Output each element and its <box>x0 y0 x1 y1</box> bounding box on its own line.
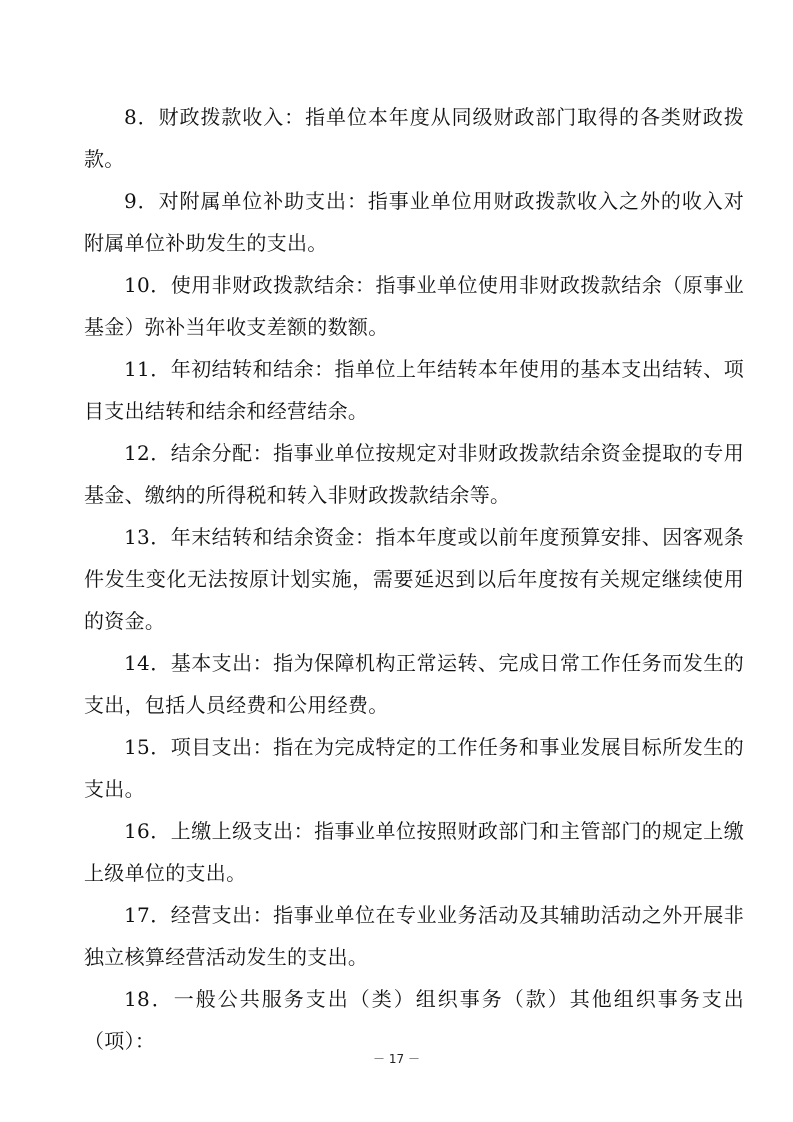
definition-paragraph-12: 12．结余分配：指事业单位按规定对非财政拨款结余资金提取的专用基金、缴纳的所得税和转入非财政拨款结余等。 <box>84 441 744 507</box>
definition-paragraph-18: 18．一般公共服务支出（类）组织事务（款）其他组织事务支出（项）： <box>84 987 744 1053</box>
definition-paragraph-15: 15．项目支出：指在为完成特定的工作任务和事业发展目标所发生的支出。 <box>84 735 744 801</box>
definition-paragraph-10: 10．使用非财政拨款结余：指事业单位使用非财政拨款结余（原事业基金）弥补当年收支差额的数额。 <box>84 273 744 339</box>
definition-paragraph-8: 8．财政拨款收入：指单位本年度从同级财政部门取得的各类财政拨款。 <box>84 105 744 171</box>
definition-paragraph-14: 14．基本支出：指为保障机构正常运转、完成日常工作任务而发生的支出，包括人员经费和公用经费。 <box>84 651 744 717</box>
definition-paragraph-11: 11．年初结转和结余：指单位上年结转本年使用的基本支出结转、项目支出结转和结余和经营结余。 <box>84 357 744 423</box>
document-body <box>84 96 744 1062</box>
definition-paragraph-17: 17．经营支出：指事业单位在专业业务活动及其辅助活动之外开展非独立核算经营活动发生的支出。 <box>84 903 744 969</box>
definition-paragraph-9: 9．对附属单位补助支出：指事业单位用财政拨款收入之外的收入对附属单位补助发生的支出。 <box>84 189 744 255</box>
definition-paragraph-13: 13．年末结转和结余资金：指本年度或以前年度预算安排、因客观条件发生变化无法按原计划实施，需要延迟到以后年度按有关规定继续使用的资金。 <box>84 525 744 633</box>
definition-paragraph-16: 16．上缴上级支出：指事业单位按照财政部门和主管部门的规定上缴上级单位的支出。 <box>84 819 744 885</box>
page-number: － 17 － <box>373 1052 420 1066</box>
